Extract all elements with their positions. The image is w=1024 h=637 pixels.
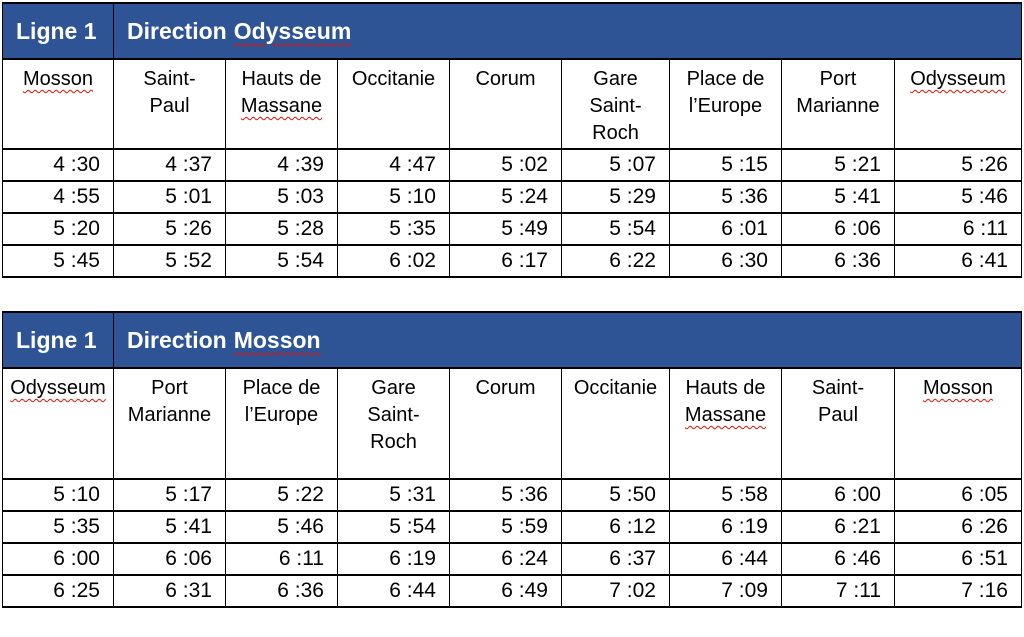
time-cell: 6 :30: [670, 245, 782, 277]
time-cell: 6 :36: [226, 575, 338, 607]
time-cell: 5 :41: [782, 181, 895, 213]
station-header-corum: [450, 368, 562, 479]
station-name-line: Massane: [684, 404, 767, 426]
time-cell: 5 :35: [3, 511, 114, 543]
station-name-line: Occitanie: [351, 68, 436, 90]
time-cell: 6 :12: [562, 511, 670, 543]
time-row: [3, 181, 1022, 213]
title-row: [3, 312, 1022, 368]
time-cell: 6 :41: [895, 245, 1022, 277]
line-badge: Ligne 1: [3, 312, 114, 368]
station-name-line: Gare: [593, 68, 638, 90]
station-header-odysseum: [3, 368, 114, 479]
station-header-hauts-de-massane: [226, 59, 338, 149]
time-cell: 6 :02: [338, 245, 450, 277]
time-cell: 6 :44: [338, 575, 450, 607]
station-header-odysseum: [895, 59, 1022, 149]
station-name-line: Paul: [149, 95, 190, 117]
station-name-line: Marianne: [796, 95, 880, 117]
time-cell: 6 :06: [782, 213, 895, 245]
time-cell: 5 :49: [450, 213, 562, 245]
time-row: [3, 511, 1022, 543]
time-cell: 5 :01: [114, 181, 226, 213]
time-cell: 5 :26: [114, 213, 226, 245]
table-gap: [0, 278, 1024, 311]
time-row: [3, 245, 1022, 277]
station-header-port-marianne: [782, 59, 895, 149]
time-cell: 5 :54: [562, 213, 670, 245]
time-cell: 6 :31: [114, 575, 226, 607]
station-name-line: Massane: [240, 95, 323, 117]
time-cell: 6 :11: [895, 213, 1022, 245]
time-cell: 6 :24: [450, 543, 562, 575]
station-header-saint-paul: [114, 59, 226, 149]
time-cell: 6 :21: [782, 511, 895, 543]
time-cell: 5 :22: [226, 479, 338, 511]
time-cell: 5 :28: [226, 213, 338, 245]
direction-title: [114, 312, 1022, 368]
time-cell: 6 :06: [114, 543, 226, 575]
station-header-mosson: [3, 59, 114, 149]
times-body: [3, 479, 1022, 607]
time-cell: 6 :49: [450, 575, 562, 607]
station-name-line: Marianne: [127, 404, 212, 426]
time-cell: 6 :00: [3, 543, 114, 575]
time-cell: 5 :21: [782, 149, 895, 181]
stations-header-row: [3, 368, 1022, 479]
time-cell: 6 :17: [450, 245, 562, 277]
station-name-line: Saint-: [589, 95, 642, 117]
station-name-line: Saint-: [143, 68, 196, 90]
time-cell: 5 :15: [670, 149, 782, 181]
time-cell: 5 :02: [450, 149, 562, 181]
time-cell: 7 :09: [670, 575, 782, 607]
station-header-mosson: [895, 368, 1022, 479]
time-cell: 5 :46: [226, 511, 338, 543]
station-name-line: Corum: [475, 377, 536, 399]
station-name-line: Roch: [370, 431, 417, 453]
station-header-hauts-de-massane: [670, 368, 782, 479]
station-name-line: Odysseum: [910, 68, 1006, 90]
time-cell: 5 :36: [670, 181, 782, 213]
station-name-line: l’Europe: [688, 95, 763, 117]
time-cell: 7 :11: [782, 575, 895, 607]
time-cell: 5 :41: [114, 511, 226, 543]
line-badge: Ligne 1: [3, 3, 114, 59]
time-cell: 6 :05: [895, 479, 1022, 511]
time-cell: 6 :37: [562, 543, 670, 575]
station-name-line: Place de: [242, 377, 321, 399]
time-cell: 5 :26: [895, 149, 1022, 181]
time-cell: 5 :10: [338, 181, 450, 213]
station-header-occitanie: [338, 59, 450, 149]
time-cell: 5 :29: [562, 181, 670, 213]
time-cell: 6 :19: [670, 511, 782, 543]
time-row: [3, 575, 1022, 607]
station-name-line: Corum: [475, 68, 536, 90]
station-name-line: l’Europe: [244, 404, 319, 426]
time-cell: 6 :22: [562, 245, 670, 277]
time-cell: 6 :26: [895, 511, 1022, 543]
time-cell: 6 :25: [3, 575, 114, 607]
time-cell: 7 :16: [895, 575, 1022, 607]
station-name-line: Mosson: [922, 377, 994, 399]
time-cell: 6 :46: [782, 543, 895, 575]
time-cell: 6 :36: [782, 245, 895, 277]
station-header-occitanie: [562, 368, 670, 479]
direction-prefix-label: Direction: [127, 326, 227, 353]
station-name-line: Place de: [686, 68, 765, 90]
station-header-place-de-l-europe: [226, 368, 338, 479]
time-cell: 5 :20: [3, 213, 114, 245]
time-cell: 4 :47: [338, 149, 450, 181]
time-cell: 5 :31: [338, 479, 450, 511]
station-name-line: Port: [819, 68, 857, 90]
time-row: [3, 213, 1022, 245]
station-header-saint-paul: [782, 368, 895, 479]
direction-station-label: Odysseum: [233, 17, 352, 44]
time-cell: 6 :01: [670, 213, 782, 245]
station-header-gare-saint-roch: [562, 59, 670, 149]
time-cell: 5 :50: [562, 479, 670, 511]
direction-station-label: Mosson: [233, 326, 321, 353]
time-cell: 7 :02: [562, 575, 670, 607]
time-cell: 5 :17: [114, 479, 226, 511]
station-header-corum: [450, 59, 562, 149]
time-cell: 5 :54: [226, 245, 338, 277]
time-row: [3, 149, 1022, 181]
time-cell: 4 :37: [114, 149, 226, 181]
time-cell: 5 :46: [895, 181, 1022, 213]
station-name-line: Gare: [371, 377, 416, 399]
time-cell: 4 :39: [226, 149, 338, 181]
time-cell: 5 :10: [3, 479, 114, 511]
station-name-line: Saint-: [811, 377, 865, 399]
time-row: [3, 479, 1022, 511]
station-name-line: Mosson: [22, 68, 94, 90]
time-cell: 4 :30: [3, 149, 114, 181]
station-name-line: Paul: [817, 404, 859, 426]
time-cell: 6 :51: [895, 543, 1022, 575]
station-name-line: Port: [151, 377, 188, 399]
time-cell: 6 :19: [338, 543, 450, 575]
station-header-port-marianne: [114, 368, 226, 479]
time-cell: 5 :24: [450, 181, 562, 213]
direction-prefix-label: Direction: [127, 17, 227, 44]
station-name-line: Occitanie: [573, 377, 658, 399]
time-cell: 5 :59: [450, 511, 562, 543]
station-name-line: Hauts de: [241, 68, 322, 90]
time-cell: 5 :54: [338, 511, 450, 543]
time-cell: 5 :07: [562, 149, 670, 181]
title-row: [3, 3, 1022, 59]
time-cell: 5 :36: [450, 479, 562, 511]
station-name-line: Roch: [592, 122, 639, 144]
timetable-direction-odysseum: [2, 2, 1022, 278]
station-header-gare-saint-roch: [338, 368, 450, 479]
time-cell: 5 :35: [338, 213, 450, 245]
station-header-place-de-l-europe: [670, 59, 782, 149]
time-cell: 6 :44: [670, 543, 782, 575]
time-cell: 5 :58: [670, 479, 782, 511]
time-cell: 6 :00: [782, 479, 895, 511]
station-name-line: Odysseum: [10, 377, 106, 399]
station-name-line: Hauts de: [685, 377, 766, 399]
time-cell: 6 :11: [226, 543, 338, 575]
time-cell: 4 :55: [3, 181, 114, 213]
direction-title: [114, 3, 1022, 59]
station-name-line: Saint-: [367, 404, 420, 426]
time-row: [3, 543, 1022, 575]
time-cell: 5 :03: [226, 181, 338, 213]
times-body: [3, 149, 1022, 277]
time-cell: 5 :45: [3, 245, 114, 277]
time-cell: 5 :52: [114, 245, 226, 277]
timetable-direction-mosson: [2, 311, 1022, 608]
stations-header-row: [3, 59, 1022, 149]
